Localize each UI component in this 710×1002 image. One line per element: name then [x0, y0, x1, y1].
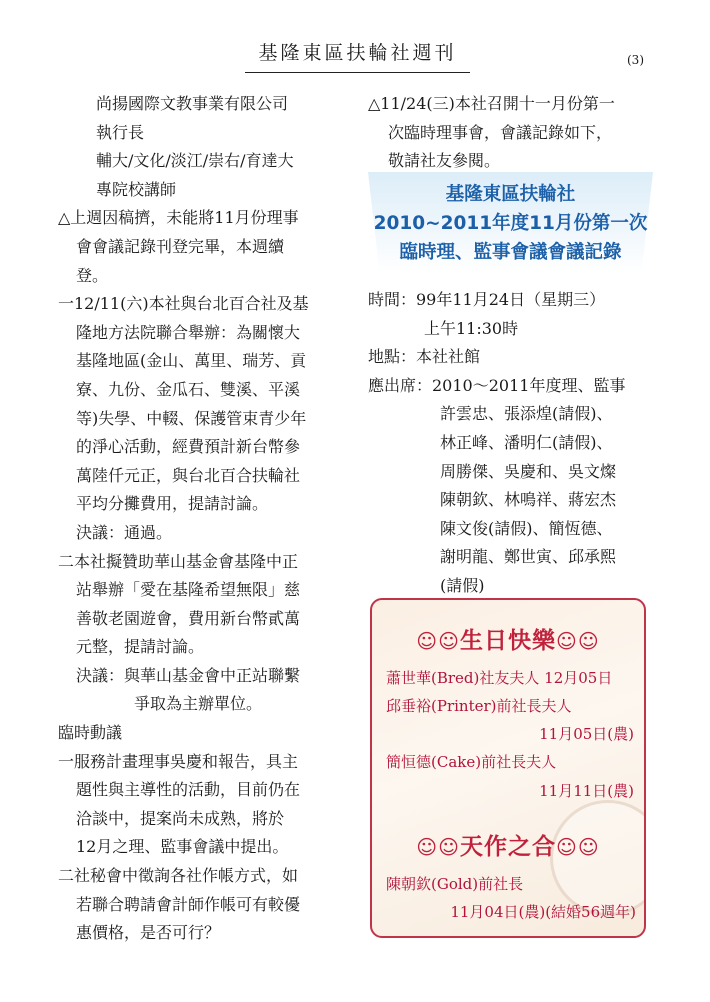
- text-line: 敬請社友參閱。: [388, 151, 501, 171]
- agenda-item-2: 二本社擬贊助華山基金會基隆中正: [58, 551, 299, 571]
- text-line: 善敬老園遊會，費用新台幣貳萬: [76, 608, 301, 628]
- birthday-date: 11月11日(農): [539, 782, 634, 800]
- left-column: [58, 90, 343, 948]
- text-line: 平均分攤費用，提請討論。: [76, 494, 269, 514]
- newsletter-title: 基隆東區扶輪社週刊: [258, 42, 457, 64]
- text-line: 題性與主導性的活動，目前仍在: [76, 780, 301, 800]
- anniversary-date: 11月04日(農)(結婚56週年): [450, 903, 636, 921]
- meeting-attendees: 應出席：2010～2011年度理、監事: [368, 375, 626, 395]
- celebration-box: [370, 598, 646, 938]
- text-line: 專院校講師: [96, 179, 177, 199]
- text-line: 等)失學、中輟、保護管束青少年: [76, 408, 307, 428]
- anniversary-title: 天作之合: [460, 834, 556, 860]
- text-line: 若聯合聘請會計師作帳可有較優: [76, 894, 301, 914]
- text-line: 的淨心活動，經費預計新台幣參: [76, 437, 301, 457]
- resolution: 決議：與華山基金會中正站聯繫: [76, 665, 301, 685]
- text-line: 次臨時理事會，會議記錄如下，: [388, 122, 613, 142]
- text-line: 執行長: [96, 122, 145, 142]
- meeting-details: [368, 286, 658, 601]
- text-line: 元整，提請討論。: [76, 637, 205, 657]
- smiley-icon: ☺☺: [556, 629, 600, 653]
- text-line: 輔大/文化/淡江/崇右/育達大: [96, 151, 294, 171]
- attendee-line: 陳朝欽、林鳴祥、蔣宏杰: [440, 490, 617, 510]
- attendee-line: 許雲忠、張添煌(請假)、: [440, 404, 613, 424]
- attendee-line: (請假): [440, 575, 485, 595]
- smiley-icon: ☺☺: [556, 835, 600, 859]
- newsletter-header: [245, 40, 470, 66]
- text-line: 寮、九份、金瓜石、雙溪、平溪: [76, 379, 301, 399]
- meeting-location: 地點：本社社館: [368, 347, 481, 367]
- birthday-entry: 蕭世華(Bred)社友夫人 12月05日: [386, 669, 613, 687]
- smiley-icon: ☺☺: [416, 835, 460, 859]
- section-heading: 臨時動議: [58, 723, 123, 743]
- birthday-entry: 邱垂裕(Printer)前社長夫人: [386, 697, 572, 715]
- attendee-line: 林正峰、潘明仁(請假)、: [440, 432, 613, 452]
- anniversary-heading: [372, 828, 644, 861]
- text-line: 會會議記錄刊登完畢，本週續: [76, 236, 285, 256]
- header-underline: [245, 72, 470, 73]
- attendee-line: 周勝傑、吳慶和、吳文燦: [440, 461, 617, 481]
- birthday-title: 生日快樂: [460, 628, 556, 654]
- page-number: (3): [627, 53, 644, 67]
- birthday-heading: [372, 622, 644, 655]
- meeting-time: 時間：99年11月24日（星期三）: [368, 290, 606, 309]
- agenda-item-1: 一12/11(六)本社與台北百合社及基: [58, 294, 309, 314]
- text-line: 洽談中，提案尚未成熟，將於: [76, 808, 285, 828]
- motion-item-2: 二社秘會中徵詢各社作帳方式，如: [58, 866, 299, 886]
- banner-line: 2010~2011年度11月份第一次: [373, 213, 648, 234]
- text-line: 隆地方法院聯合舉辦：為關懷大: [76, 322, 301, 342]
- text-line: 萬陸仟元正，與台北百合扶輪社: [76, 465, 301, 485]
- text-line: 惠價格，是否可行？: [76, 923, 221, 943]
- anniversary-entry: 陳朝欽(Gold)前社長: [386, 875, 524, 893]
- smiley-icon: ☺☺: [416, 629, 460, 653]
- text-line: 登。: [76, 265, 109, 285]
- right-column-intro: [368, 90, 653, 176]
- minutes-banner: [368, 180, 653, 267]
- banner-line: 基隆東區扶輪社: [445, 184, 576, 205]
- resolution: 決議：通過。: [76, 522, 173, 542]
- text-line: 爭取為主辦單位。: [134, 694, 263, 714]
- text-line: 12月之理、監事會議中提出。: [76, 837, 289, 857]
- text-line: △上週因稿擠，未能將11月份理事: [58, 208, 299, 228]
- text-line: 站舉辦「愛在基隆希望無限」慈: [76, 580, 301, 600]
- attendee-line: 謝明龍、鄭世寅、邱承熙: [440, 547, 617, 567]
- motion-item-1: 一服務計畫理事吳慶和報告，具主: [58, 751, 299, 771]
- banner-line: 臨時理、監事會議會議記錄: [399, 242, 622, 263]
- text-line: 基隆地區(金山、萬里、瑞芳、貢: [76, 351, 307, 371]
- birthday-date: 11月05日(農): [539, 725, 634, 743]
- text-line: 尚揚國際文教事業有限公司: [96, 94, 289, 113]
- attendee-line: 陳文俊(請假)、簡恆德、: [440, 518, 613, 538]
- text-line: 上午11:30時: [424, 318, 519, 338]
- birthday-entry: 簡恒德(Cake)前社長夫人: [386, 753, 557, 771]
- text-line: △11/24(三)本社召開十一月份第一: [368, 94, 615, 113]
